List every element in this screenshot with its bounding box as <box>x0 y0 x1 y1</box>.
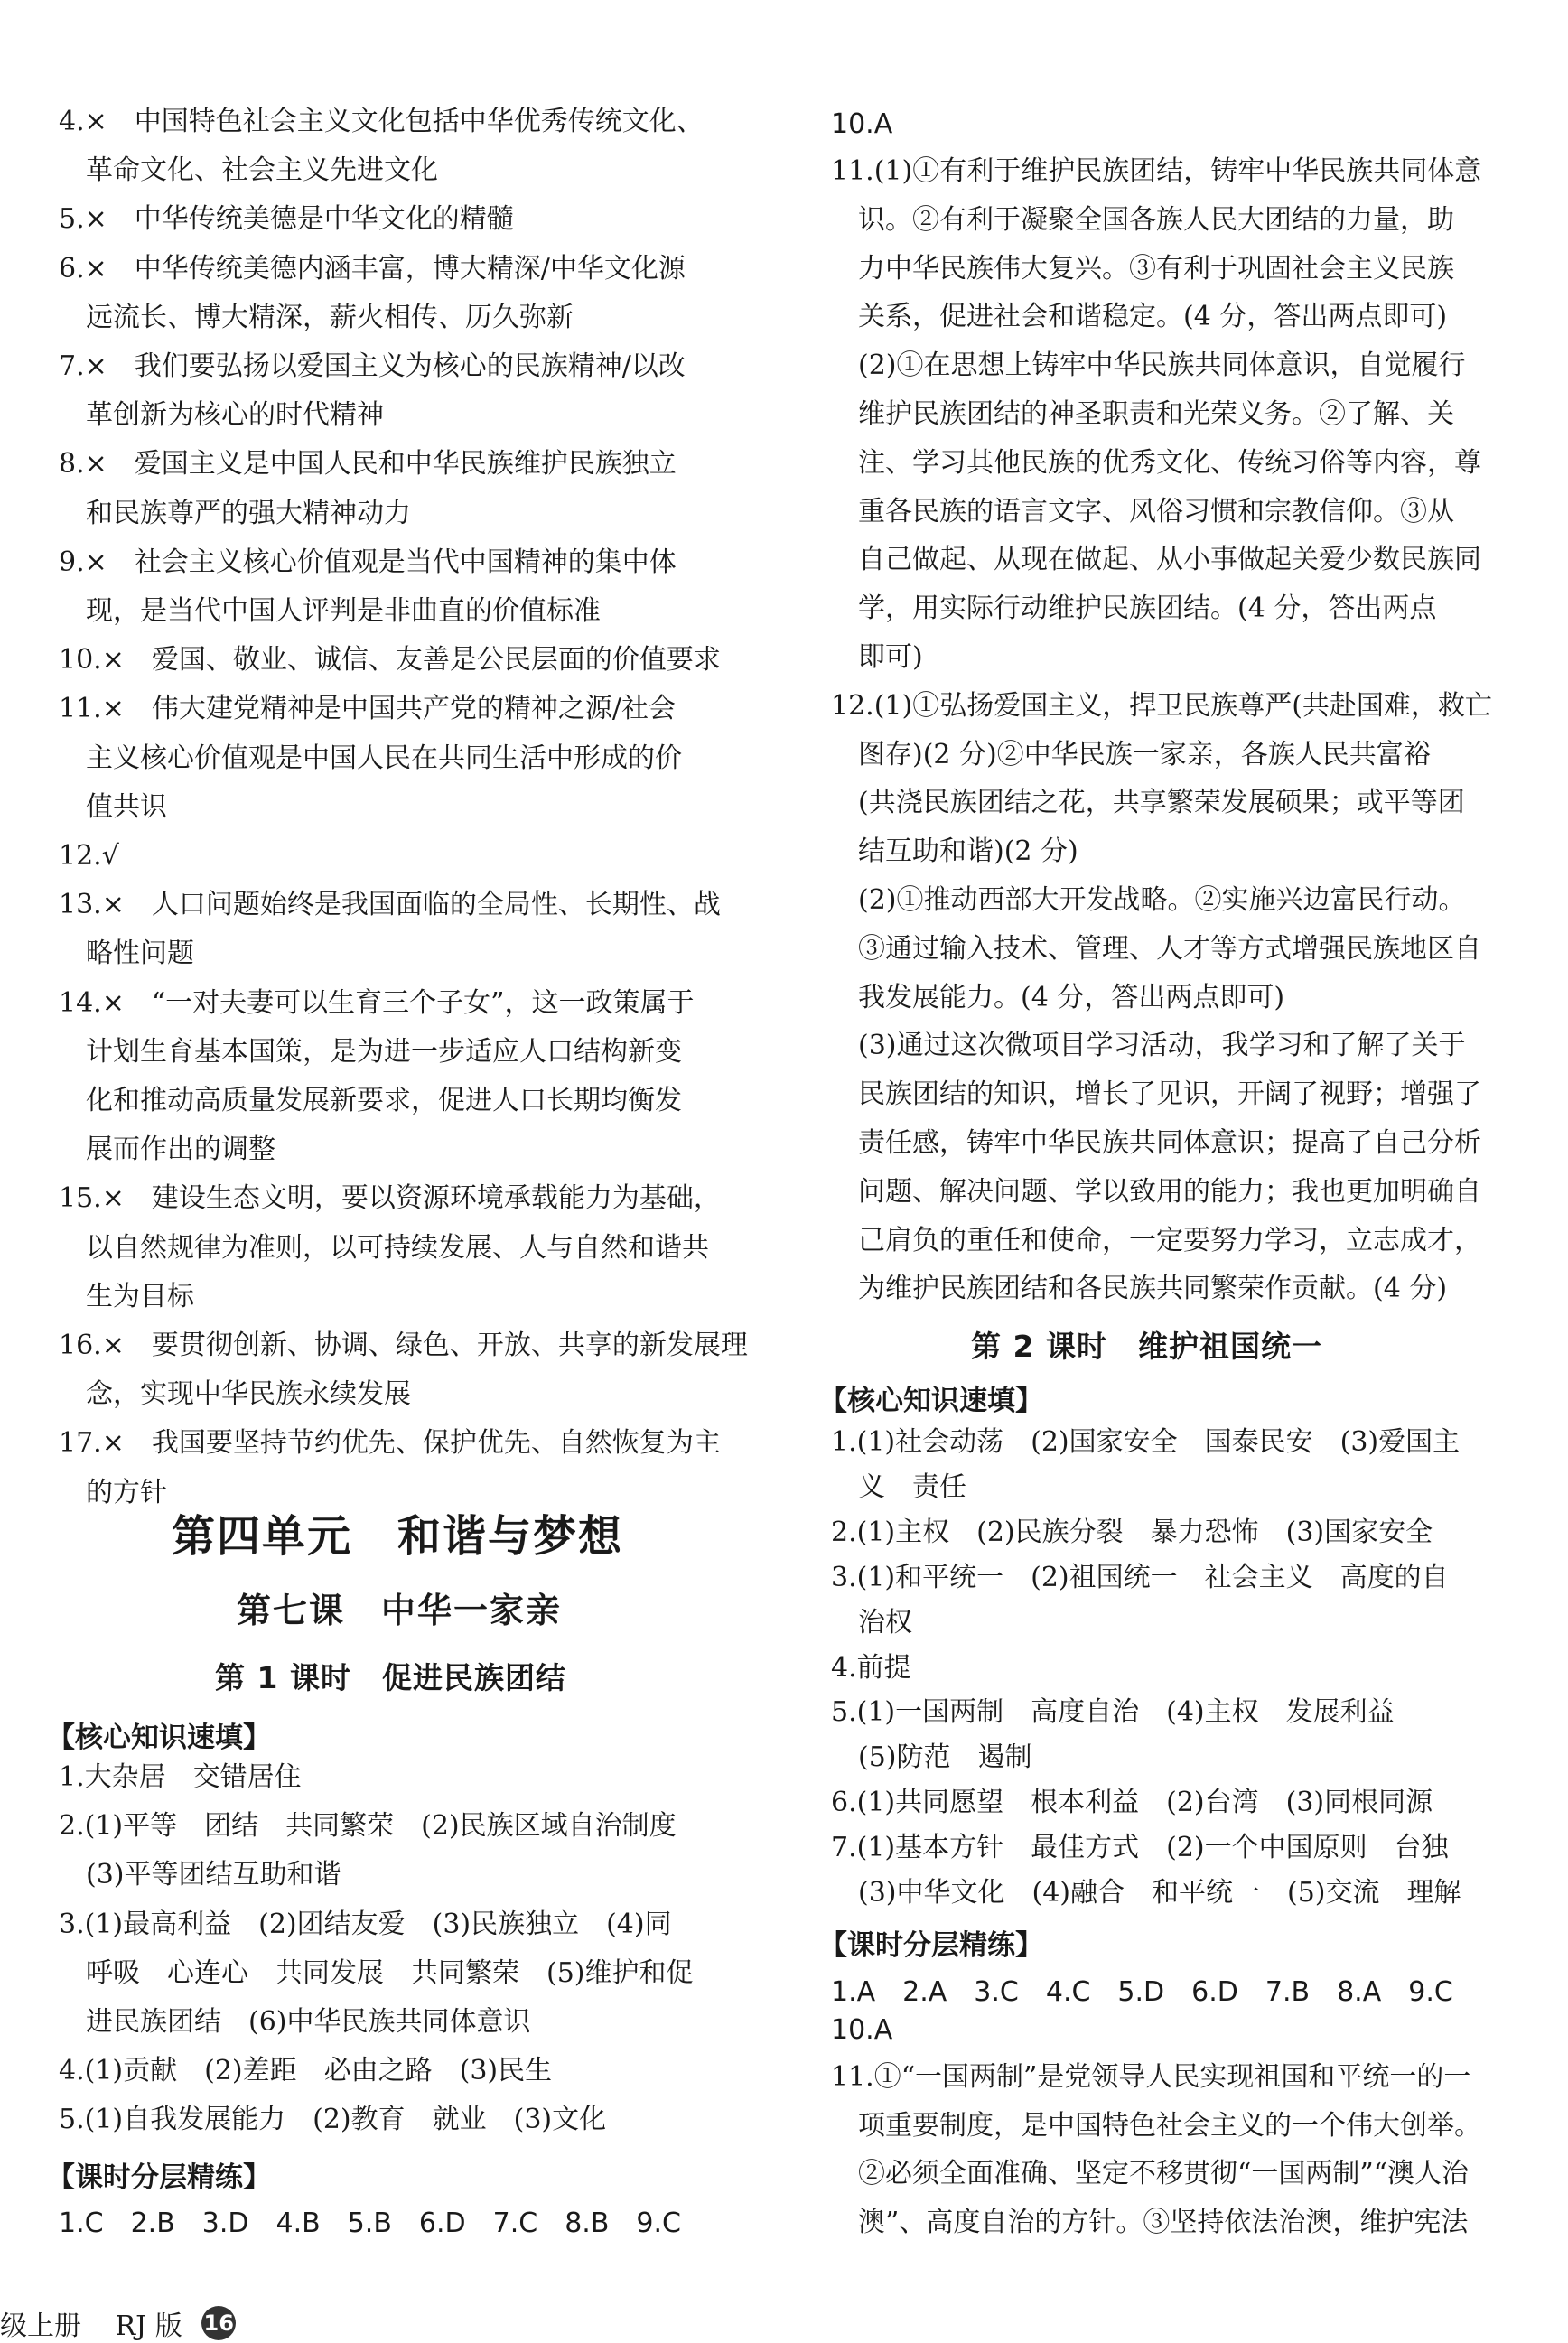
answer-line: 结互助和谐)(2 分) <box>831 835 1078 868</box>
core-knowledge-line: 1.(1)社会动荡 (2)国家安全 国泰民安 (3)爱国主 <box>831 1426 1461 1458</box>
answer-line: 6.× 中华传统美德内涵丰富，博大精深/中华文化源 <box>59 252 686 285</box>
answer-line: 和民族尊严的强大精神动力 <box>59 497 411 529</box>
answer-line: 念，实现中华民族永续发展 <box>59 1378 411 1411</box>
choice-answers: 1.A 2.A 3.C 4.C 5.D 6.D 7.B 8.A 9.C <box>831 1976 1453 2008</box>
core-knowledge-line: 1.大杂居 交错居住 <box>59 1761 302 1793</box>
page-footer <box>0 2303 236 2343</box>
answer-line: 值共识 <box>59 790 167 823</box>
answer-line: 革创新为核心的时代精神 <box>59 399 384 432</box>
answer-line: 11.①“一国两制”是党领导人民实现祖国和平统一的一 <box>831 2061 1471 2093</box>
answer-line: 10.× 爱国、敬业、诚信、友善是公民层面的价值要求 <box>59 644 721 677</box>
answer-line: 即可) <box>831 641 923 673</box>
answer-line: 15.× 建设生态文明，要以资源环境承载能力为基础， <box>59 1182 721 1215</box>
answer-line: 远流长、博大精深，薪火相传、历久弥新 <box>59 301 574 333</box>
core-knowledge-line: 进民族团结 (6)中华民族共同体意识 <box>59 2006 531 2038</box>
answer-line: 17.× 我国要坚持节约优先、保护优先、自然恢复为主 <box>59 1427 721 1460</box>
answer-line: (2)①推动西部大开发战略。②实施兴边富民行动。 <box>831 884 1466 916</box>
answer-line: 主义核心价值观是中国人民在共同生活中形成的价 <box>59 742 682 774</box>
core-knowledge-heading: 【核心知识速填】 <box>819 1385 1043 1417</box>
answer-line: 4.× 中国特色社会主义文化包括中华优秀传统文化、 <box>59 106 704 137</box>
answer-line: 12.(1)①弘扬爱国主义，捍卫民族尊严(共赴国难，救亡 <box>831 689 1492 722</box>
answer-line: 11.× 伟大建党精神是中国共产党的精神之源/社会 <box>59 693 676 725</box>
practice-heading: 【课时分层精练】 <box>47 2161 271 2194</box>
core-knowledge-line: 4.(1)贡献 (2)差距 必由之路 (3)民生 <box>59 2055 553 2087</box>
period-title: 第 1 课时 促进民族团结 <box>215 1660 566 1695</box>
footer-grade: 级上册 <box>0 2310 81 2342</box>
core-knowledge-heading: 【核心知识速填】 <box>47 1722 271 1754</box>
answer-line: 关系，促进社会和谐稳定。(4 分，答出两点即可) <box>831 301 1448 333</box>
core-knowledge-line: (3)平等团结互助和谐 <box>59 1859 341 1891</box>
unit-title: 第四单元 和谐与梦想 <box>172 1511 624 1562</box>
answer-line: 11.(1)①有利于维护民族团结，铸牢中华民族共同体意 <box>831 155 1482 187</box>
footer-edition: RJ 版 <box>115 2310 182 2342</box>
answer-line: 12.√ <box>59 840 119 872</box>
core-knowledge-line: 4.前提 <box>831 1651 911 1684</box>
answer-line: (共浇民族团结之花，共享繁荣发展硕果；或平等团 <box>831 787 1465 819</box>
answer-line: 略性问题 <box>59 938 194 970</box>
answer-line: 项重要制度，是中国特色社会主义的一个伟大创举。 <box>831 2109 1481 2142</box>
core-knowledge-line: 7.(1)基本方针 最佳方式 (2)一个中国原则 台独 <box>831 1832 1449 1864</box>
answer-line: 学，用实际行动维护民族团结。(4 分，答出两点 <box>831 593 1437 625</box>
answer-line: 力中华民族伟大复兴。③有利于巩固社会主义民族 <box>831 252 1454 285</box>
answer-line: 16.× 要贯彻创新、协调、绿色、开放、共享的新发展理 <box>59 1330 748 1361</box>
answer-line: 责任感，铸牢中华民族共同体意识；提高了自己分析 <box>831 1127 1481 1159</box>
answer-line: 识。②有利于凝聚全国各族人民大团结的力量，助 <box>831 203 1454 236</box>
core-knowledge-line: 2.(1)主权 (2)民族分裂 暴力恐怖 (3)国家安全 <box>831 1516 1433 1548</box>
answer-line: 14.× “一对夫妻可以生育三个子女”，这一政策属于 <box>59 986 695 1019</box>
answer-line: 13.× 人口问题始终是我国面临的全局性、长期性、战 <box>59 889 721 921</box>
answer-line: 民族团结的知识，增长了见识，开阔了视野；增强了 <box>831 1078 1481 1111</box>
answer-line: 9.× 社会主义核心价值观是当代中国精神的集中体 <box>59 546 677 578</box>
answer-line: 澳”、高度自治的方针。③坚持依法治澳，维护宪法 <box>831 2206 1469 2238</box>
lesson-title: 第七课 中华一家亲 <box>237 1590 563 1630</box>
answer-line: 现，是当代中国人评判是非曲直的价值标准 <box>59 595 601 627</box>
answer-line: 以自然规律为准则，以可持续发展、人与自然和谐共 <box>59 1231 709 1264</box>
answer-line: 问题、解决问题、学以致用的能力；我也更加明确自 <box>831 1175 1481 1208</box>
answer-line: 计划生育基本国策，是为进一步适应人口结构新变 <box>59 1035 682 1068</box>
core-knowledge-line: 3.(1)最高利益 (2)团结友爱 (3)民族独立 (4)同 <box>59 1908 672 1940</box>
answer-10: 10.A <box>831 108 893 140</box>
answer-line: ③通过输入技术、管理、人才等方式增强民族地区自 <box>831 932 1481 965</box>
answer-line: 己肩负的重任和使命，一定要努力学习，立志成才， <box>831 1224 1481 1256</box>
core-knowledge-line: 5.(1)一国两制 高度自治 (4)主权 发展利益 <box>831 1696 1395 1729</box>
answer-line: 我发展能力。(4 分，答出两点即可) <box>831 981 1285 1013</box>
answer-line: 注、学习其他民族的优秀文化、传统习俗等内容，尊 <box>831 446 1481 479</box>
answer-line: 自己做起、从现在做起、从小事做起关爱少数民族同 <box>831 544 1481 576</box>
core-knowledge-line: 呼吸 心连心 共同发展 共同繁荣 (5)维护和促 <box>59 1956 694 1989</box>
answer-line: (2)①在思想上铸牢中华民族共同体意识，自觉履行 <box>831 350 1466 382</box>
answer-line: 维护民族团结的神圣职责和光荣义务。②了解、关 <box>831 398 1454 430</box>
answer-line: 5.× 中华传统美德是中华文化的精髓 <box>59 203 514 236</box>
answer-line: 重各民族的语言文字、风俗习惯和宗教信仰。③从 <box>831 495 1454 527</box>
answer-line: 展而作出的调整 <box>59 1134 275 1166</box>
answer-10: 10.A <box>831 2014 893 2046</box>
period-title: 第 2 课时 维护祖国统一 <box>971 1329 1322 1364</box>
answer-line: 图存)(2 分)②中华民族一家亲，各族人民共富裕 <box>831 738 1431 770</box>
answer-line: ②必须全面准确、坚定不移贯彻“一国两制”“澳人治 <box>831 2158 1470 2189</box>
answer-line: 为维护民族团结和各民族共同繁荣作贡献。(4 分) <box>831 1273 1448 1305</box>
answer-line: 7.× 我们要弘扬以爱国主义为核心的民族精神/以改 <box>59 350 686 382</box>
core-knowledge-line: (3)中华文化 (4)融合 和平统一 (5)交流 理解 <box>831 1877 1461 1909</box>
choice-answers: 1.C 2.B 3.D 4.B 5.B 6.D 7.C 8.B 9.C <box>59 2208 681 2239</box>
answer-line: 革命文化、社会主义先进文化 <box>59 154 438 187</box>
core-knowledge-line: 治权 <box>831 1606 912 1638</box>
core-knowledge-line: 5.(1)自我发展能力 (2)教育 就业 (3)文化 <box>59 2104 607 2136</box>
core-knowledge-line: 6.(1)共同愿望 根本利益 (2)台湾 (3)同根同源 <box>831 1787 1433 1819</box>
page-number-badge: 16 <box>201 2306 236 2340</box>
answer-line: 的方针 <box>59 1476 167 1508</box>
core-knowledge-line: 2.(1)平等 团结 共同繁荣 (2)民族区域自治制度 <box>59 1810 677 1843</box>
core-knowledge-line: (5)防范 遏制 <box>831 1741 1032 1774</box>
answer-line: 化和推动高质量发展新要求，促进人口长期均衡发 <box>59 1085 682 1116</box>
core-knowledge-line: 3.(1)和平统一 (2)祖国统一 社会主义 高度的自 <box>831 1561 1449 1593</box>
answer-line: (3)通过这次微项目学习活动，我学习和了解了关于 <box>831 1030 1466 1062</box>
core-knowledge-line: 义 责任 <box>831 1470 966 1503</box>
answer-line: 生为目标 <box>59 1280 194 1312</box>
practice-heading: 【课时分层精练】 <box>819 1929 1043 1962</box>
answer-line: 8.× 爱国主义是中国人民和中华民族维护民族独立 <box>59 448 677 481</box>
